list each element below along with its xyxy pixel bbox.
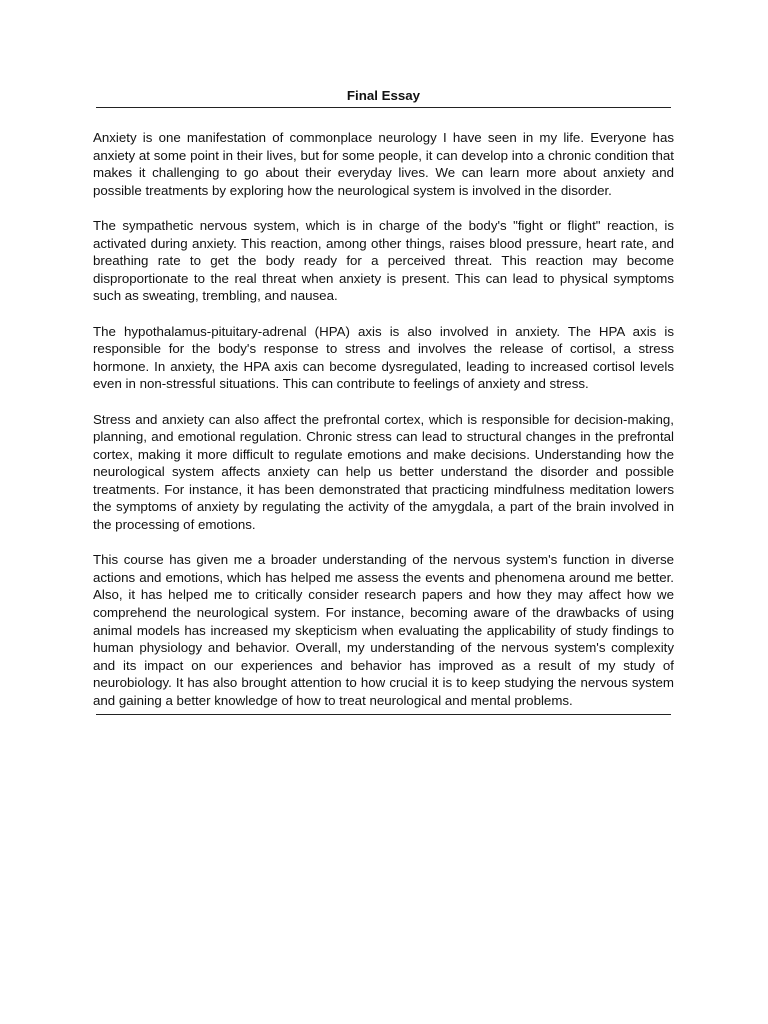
essay-paragraph-3: The hypothalamus-pituitary-adrenal (HPA) axis is also involved in anxiety. The HPA axis is responsible for the body's response to stress and involves the release of cortisol, a stress hormone. In anxiety, the HPA axis can become dysregulated, leading to increased cortisol levels even in non-stressful situations. This can contribute to feelings of anxiety and stress.	[93, 323, 674, 392]
closing-rule	[96, 714, 671, 715]
essay-document	[93, 87, 674, 715]
essay-paragraph-1: Anxiety is one manifestation of commonplace neurology I have seen in my life. Everyone has anxiety at some point in their lives, but for some people, it can develop into a chronic condition that makes it challenging to go about their everyday lives. We can learn more about anxiety and possible treatments by exploring how the neurological system is involved in the disorder.	[93, 130, 674, 198]
essay-paragraph-4: Stress and anxiety can also affect the prefrontal cortex, which is responsible for decision-making, planning, and emotional regulation. Chronic stress can lead to structural changes in the prefrontal cortex, making it more difficult to regulate emotions and make decisions. Understanding how the neurological system affects anxiety can help us better understand the disorder and possible treatments. For instance, it has been demonstrated that practicing mindfulness meditation lowers the symptoms of anxiety by regulating the activity of the amygdala, a part of the brain involved in the processing of emotions.	[93, 411, 674, 533]
essay-paragraph-5: This course has given me a broader understanding of the nervous system's function in diverse actions and emotions, which has helped me assess the events and phenomena around me better. Also, it has helped me to critically consider research papers and how they may affect how we comprehend the neurological system. For instance, becoming aware of the drawbacks of using animal models has increased my skepticism when evaluating the applicability of study findings to human physiology and behavior. Overall, my understanding of the nervous system's complexity and its impact on our experiences and behavior has improved as a result of my study of neurobiology. It has also brought attention to how crucial it is to keep studying the nervous system and gaining a better knowledge of how to treat neurological and mental problems.	[93, 552, 674, 708]
essay-paragraph-2: The sympathetic nervous system, which is in charge of the body's "fight or flight" reaction, is activated during anxiety. This reaction, among other things, raises blood pressure, heart rate, and breathing rate to get the body ready for a perceived threat. This reaction may become disproportionate to the real threat when anxiety is present. This can lead to physical symptoms such as sweating, trembling, and nausea.	[93, 217, 674, 304]
essay-title: Final Essay	[346, 88, 421, 103]
title-underline-rule	[96, 107, 671, 108]
